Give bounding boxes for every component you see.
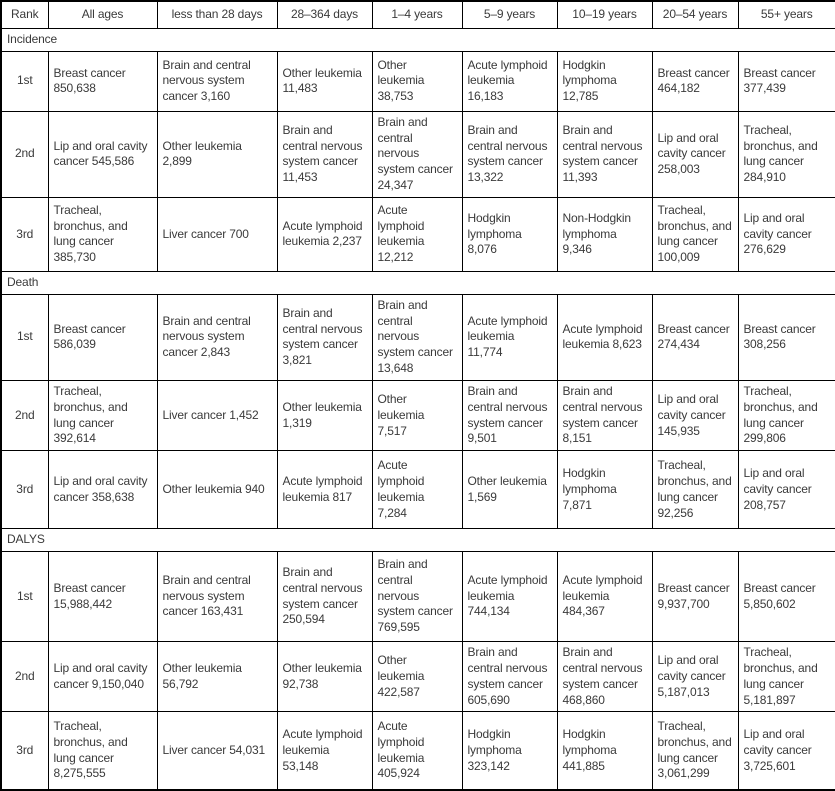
- column-header-1-4-years: 1–4 years: [372, 1, 462, 29]
- data-cell: Other leukemia 7,517: [372, 380, 462, 450]
- data-cell: Brain and central nervous system cancer 250,594: [277, 552, 372, 642]
- column-header-55-plus-years: 55+ years: [738, 1, 835, 29]
- data-cell: Lip and oral cavity cancer 358,638: [48, 451, 157, 529]
- table-row: [1, 712, 835, 790]
- data-cell: Acute lymphoid leukemia 12,212: [372, 197, 462, 271]
- data-cell: Other leukemia 92,738: [277, 642, 372, 712]
- data-cell: Hodgkin lymphoma 8,076: [462, 197, 557, 271]
- header-row: [1, 1, 835, 29]
- data-cell: Tracheal, bronchus, and lung cancer 284,910: [738, 111, 835, 197]
- data-cell: Lip and oral cavity cancer 258,003: [652, 111, 738, 197]
- data-cell: Acute lymphoid leukemia 7,284: [372, 451, 462, 529]
- data-cell: Lip and oral cavity cancer 545,586: [48, 111, 157, 197]
- rank-cell: 2nd: [1, 111, 48, 197]
- data-cell: Brain and central nervous system cancer 769,595: [372, 552, 462, 642]
- rank-cell: 3rd: [1, 712, 48, 790]
- data-cell: Other leukemia 38,753: [372, 51, 462, 111]
- data-cell: Breast cancer 464,182: [652, 51, 738, 111]
- data-cell: Acute lymphoid leukemia 53,148: [277, 712, 372, 790]
- data-cell: Acute lymphoid leukemia 16,183: [462, 51, 557, 111]
- section-label-incidence: Incidence: [1, 29, 835, 52]
- data-cell: Hodgkin lymphoma 441,885: [557, 712, 652, 790]
- data-cell: Breast cancer 586,039: [48, 294, 157, 380]
- data-cell: Tracheal, bronchus, and lung cancer 385,730: [48, 197, 157, 271]
- data-cell: Brain and central nervous system cancer 2,843: [157, 294, 277, 380]
- data-cell: Other leukemia 56,792: [157, 642, 277, 712]
- data-cell: Breast cancer 5,850,602: [738, 552, 835, 642]
- data-cell: Tracheal, bronchus, and lung cancer 3,061,299: [652, 712, 738, 790]
- data-cell: Brain and central nervous system cancer 468,860: [557, 642, 652, 712]
- data-cell: Brain and central nervous system cancer 13,322: [462, 111, 557, 197]
- data-cell: Liver cancer 54,031: [157, 712, 277, 790]
- table-row: [1, 552, 835, 642]
- data-cell: Brain and central nervous system cancer 8,151: [557, 380, 652, 450]
- data-cell: Non-Hodgkin lymphoma 9,346: [557, 197, 652, 271]
- data-cell: Brain and central nervous system cancer 11,453: [277, 111, 372, 197]
- column-header-less-than-28-days: less than 28 days: [157, 1, 277, 29]
- column-header-20-54-years: 20–54 years: [652, 1, 738, 29]
- data-cell: Other leukemia 1,569: [462, 451, 557, 529]
- section-row: [1, 271, 835, 294]
- section-row: [1, 529, 835, 552]
- data-cell: Tracheal, bronchus, and lung cancer 5,181,897: [738, 642, 835, 712]
- data-cell: Liver cancer 1,452: [157, 380, 277, 450]
- table-row: [1, 642, 835, 712]
- column-header-5-9-years: 5–9 years: [462, 1, 557, 29]
- data-cell: Breast cancer 274,434: [652, 294, 738, 380]
- table-row: [1, 197, 835, 271]
- data-cell: Lip and oral cavity cancer 5,187,013: [652, 642, 738, 712]
- data-cell: Acute lymphoid leukemia 2,237: [277, 197, 372, 271]
- column-header-rank: Rank: [1, 1, 48, 29]
- data-cell: Breast cancer 850,638: [48, 51, 157, 111]
- data-cell: Brain and central nervous system cancer 11,393: [557, 111, 652, 197]
- table-row: [1, 111, 835, 197]
- data-cell: Brain and central nervous system cancer 163,431: [157, 552, 277, 642]
- data-cell: Hodgkin lymphoma 12,785: [557, 51, 652, 111]
- data-cell: Tracheal, bronchus, and lung cancer 299,806: [738, 380, 835, 450]
- table-row: [1, 380, 835, 450]
- data-cell: Other leukemia 2,899: [157, 111, 277, 197]
- data-cell: Lip and oral cavity cancer 9,150,040: [48, 642, 157, 712]
- rank-cell: 3rd: [1, 451, 48, 529]
- section-row: [1, 29, 835, 52]
- rank-cell: 1st: [1, 51, 48, 111]
- column-header-28-364-days: 28–364 days: [277, 1, 372, 29]
- data-cell: Tracheal, bronchus, and lung cancer 392,614: [48, 380, 157, 450]
- section-label-dalys: DALYS: [1, 529, 835, 552]
- data-cell: Brain and central nervous system cancer 13,648: [372, 294, 462, 380]
- data-cell: Breast cancer 15,988,442: [48, 552, 157, 642]
- data-cell: Acute lymphoid leukemia 8,623: [557, 294, 652, 380]
- data-cell: Brain and central nervous system cancer 3,821: [277, 294, 372, 380]
- rank-cell: 1st: [1, 552, 48, 642]
- data-cell: Lip and oral cavity cancer 145,935: [652, 380, 738, 450]
- data-cell: Brain and central nervous system cancer 9,501: [462, 380, 557, 450]
- data-cell: Breast cancer 9,937,700: [652, 552, 738, 642]
- column-header-all-ages: All ages: [48, 1, 157, 29]
- data-cell: Tracheal, bronchus, and lung cancer 92,256: [652, 451, 738, 529]
- rank-cell: 1st: [1, 294, 48, 380]
- data-cell: Hodgkin lymphoma 7,871: [557, 451, 652, 529]
- section-label-death: Death: [1, 271, 835, 294]
- data-cell: Acute lymphoid leukemia 817: [277, 451, 372, 529]
- data-cell: Acute lymphoid leukemia 405,924: [372, 712, 462, 790]
- data-cell: Breast cancer 377,439: [738, 51, 835, 111]
- data-cell: Tracheal, bronchus, and lung cancer 100,009: [652, 197, 738, 271]
- rank-cell: 2nd: [1, 380, 48, 450]
- rank-cell: 2nd: [1, 642, 48, 712]
- data-cell: Lip and oral cavity cancer 3,725,601: [738, 712, 835, 790]
- rank-cell: 3rd: [1, 197, 48, 271]
- data-cell: Acute lymphoid leukemia 744,134: [462, 552, 557, 642]
- data-cell: Breast cancer 308,256: [738, 294, 835, 380]
- data-cell: Acute lymphoid leukemia 11,774: [462, 294, 557, 380]
- data-cell: Tracheal, bronchus, and lung cancer 8,275,555: [48, 712, 157, 790]
- data-cell: Lip and oral cavity cancer 276,629: [738, 197, 835, 271]
- data-cell: Acute lymphoid leukemia 484,367: [557, 552, 652, 642]
- table-row: [1, 294, 835, 380]
- data-cell: Brain and central nervous system cancer 3,160: [157, 51, 277, 111]
- table-row: [1, 451, 835, 529]
- table-row: [1, 51, 835, 111]
- data-cell: Liver cancer 700: [157, 197, 277, 271]
- data-cell: Brain and central nervous system cancer 605,690: [462, 642, 557, 712]
- data-cell: Other leukemia 11,483: [277, 51, 372, 111]
- data-cell: Hodgkin lymphoma 323,142: [462, 712, 557, 790]
- data-cell: Other leukemia 1,319: [277, 380, 372, 450]
- column-header-10-19-years: 10–19 years: [557, 1, 652, 29]
- data-cell: Brain and central nervous system cancer 24,347: [372, 111, 462, 197]
- data-cell: Lip and oral cavity cancer 208,757: [738, 451, 835, 529]
- data-cell: Other leukemia 422,587: [372, 642, 462, 712]
- data-cell: Other leukemia 940: [157, 451, 277, 529]
